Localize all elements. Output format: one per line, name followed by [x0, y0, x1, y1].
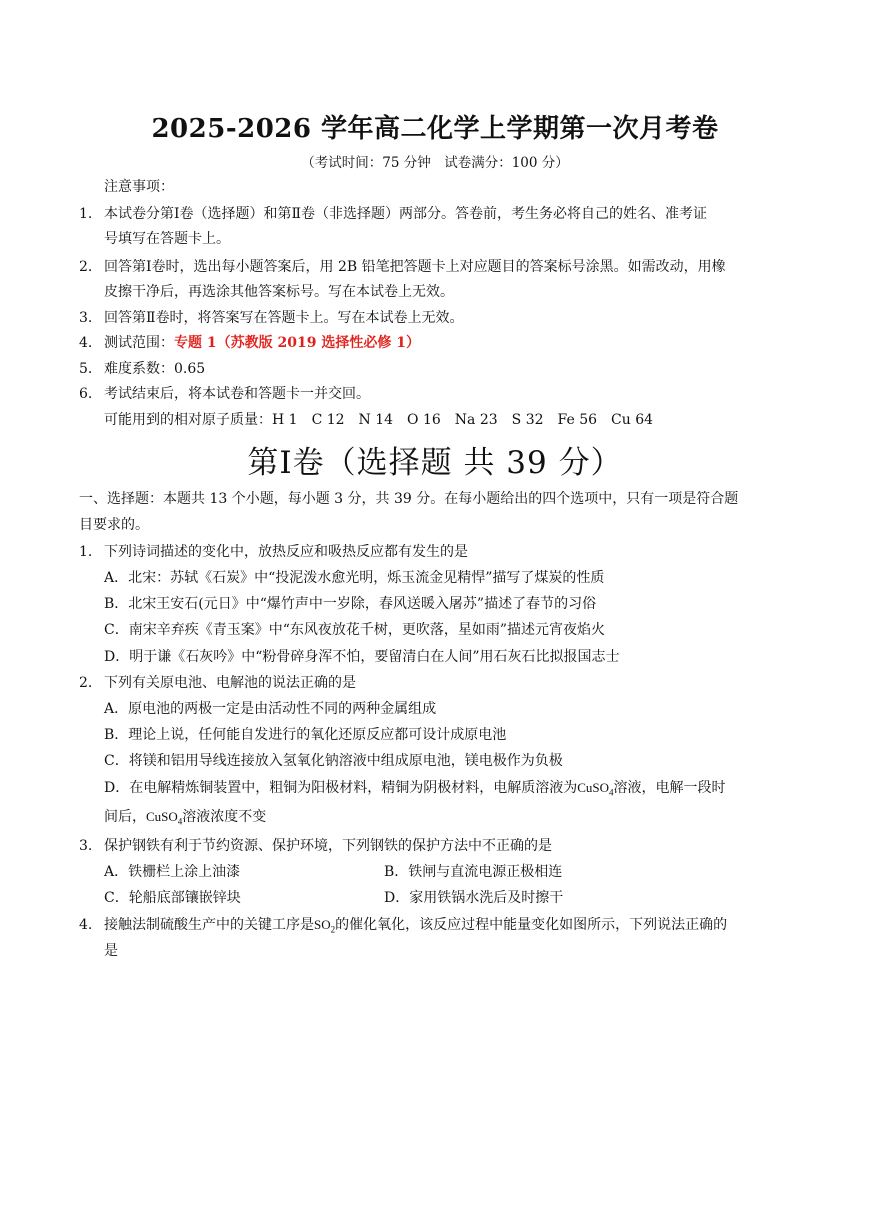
- q2-option-c: C．将镁和铝用导线连接放入氢氧化钠溶液中组成原电池，镁电极作为负极: [104, 753, 563, 769]
- q2-option-b: B．理论上说，任何能自发进行的氧化还原反应都可设计成原电池: [104, 727, 507, 743]
- q4-stem-text-1: 接触法制硫酸生产中的关键工序是: [104, 917, 314, 933]
- q3-option-c: C．轮船底部镶嵌锌块: [104, 890, 241, 906]
- q1-stem: 下列诗词描述的变化中，放热反应和吸热反应都有发生的是: [104, 544, 468, 560]
- q2-option-d-text-2: 溶液，电解一段时: [613, 780, 726, 796]
- q3-stem: 保护钢铁有利于节约资源、保护环境，下列钢铁的保护方法中不正确的是: [104, 838, 552, 854]
- q1-number: 1.: [79, 544, 93, 560]
- notice-heading: 注意事项：: [104, 179, 174, 195]
- q4-stem-line-1: [104, 916, 727, 939]
- q2-option-d-line-2: [104, 808, 266, 831]
- q4-stem-line-2: 是: [104, 943, 118, 959]
- q2-number: 2.: [79, 675, 93, 691]
- exam-subtitle: （考试时间：75 分钟 试卷满分：100 分）: [301, 155, 569, 171]
- q3-number: 3.: [79, 838, 93, 854]
- q2-option-d-text-1: D．在电解精炼铜装置中，粗铜为阳极材料，精铜为阴极材料，电解质溶液为: [104, 780, 578, 796]
- notice-5-line-1: 难度系数：0.65: [104, 361, 206, 377]
- q4-number: 4.: [79, 917, 93, 933]
- so2-main: SO: [314, 917, 331, 932]
- exam-title: 2025-2026 学年高二化学上学期第一次月考卷: [151, 114, 719, 144]
- so2-formula: [314, 917, 336, 935]
- notice-num-6: 6.: [79, 386, 93, 402]
- q1-option-b: B．北宋王安石(元日》中“爆竹声中一岁除，春风送暖入屠苏”描述了春节的习俗: [104, 596, 597, 612]
- q1-option-a: A．北宋：苏轼《石炭》中“投泥泼水愈光明，烁玉流金见精悍”描写了煤炭的性质: [104, 570, 605, 586]
- notice-num-4: 4.: [79, 335, 93, 351]
- notice-2-line-2: 皮擦干净后，再选涂其他答案标号。写在本试卷上无效。: [104, 284, 454, 300]
- q2-option-d-line-1: [104, 779, 726, 802]
- cuso4-sub: 4: [609, 787, 614, 798]
- cuso4-sub-2: 4: [177, 816, 183, 827]
- notice-1-line-2: 号填写在答题卡上。: [104, 231, 230, 247]
- cuso4-main: CuSO: [577, 780, 610, 795]
- q2-option-d-text-3: 间后，: [104, 809, 146, 825]
- notice-num-3: 3.: [79, 310, 93, 326]
- notice-4-line: [104, 334, 420, 352]
- notice-6-line-1: 考试结束后，将本试卷和答题卡一并交回。: [104, 386, 370, 402]
- cuso4-formula-2: [146, 809, 183, 827]
- q4-stem-text-2: 的催化氧化，该反应过程中能量变化如图所示，下列说法正确的: [335, 917, 728, 933]
- q3-option-a: A．铁栅栏上涂上油漆: [104, 864, 241, 880]
- q1-option-c: C．南宋辛弃疾《青玉案》中“东风夜放花千树，更吹落，星如雨”描述元宵夜焰火: [104, 622, 606, 638]
- notice-1-line-1: 本试卷分第Ⅰ卷（选择题）和第Ⅱ卷（非选择题）两部分。答卷前，考生务必将自己的姓名、准考证: [104, 206, 708, 222]
- q2-option-a: A．原电池的两极一定是由活动性不同的两种金属组成: [104, 701, 437, 717]
- cuso4-main-2: CuSO: [146, 809, 178, 824]
- q3-option-b: B．铁闸与直流电源正极相连: [384, 864, 563, 880]
- notice-3-line-1: 回答第Ⅱ卷时，将答案写在答题卡上。写在本试卷上无效。: [104, 310, 464, 326]
- q2-stem: 下列有关原电池、电解池的说法正确的是: [104, 675, 356, 691]
- notice-num-2: 2.: [79, 259, 93, 275]
- section-intro-line-1: 一、选择题：本题共 13 个小题，每小题 3 分，共 39 分。在每小题给出的四个选项中，只有一项是符合题: [79, 491, 739, 507]
- cuso4-formula: [577, 780, 614, 798]
- notice-num-5: 5.: [79, 361, 93, 377]
- so2-sub: 2: [330, 924, 336, 935]
- atomic-mass-line: 可能用到的相对原子质量：H 1 C 12 N 14 O 16 Na 23 S 32 Fe 56 Cu 64: [104, 412, 654, 428]
- test-scope-highlight: 专题 1（苏教版 2019 选择性必修 1）: [174, 335, 420, 351]
- test-scope-label: 测试范围：: [104, 335, 174, 351]
- notice-num-1: 1.: [79, 206, 93, 222]
- q2-option-d-text-4: 溶液浓度不变: [182, 809, 267, 825]
- q3-option-d: D．家用铁锅水洗后及时擦干: [384, 890, 564, 906]
- q1-option-d: D．明于谦《石灰吟》中“粉骨碎身浑不怕，要留清白在人间”用石灰石比拟报国志士: [104, 649, 620, 665]
- notice-2-line-1: 回答第Ⅰ卷时，选出每小题答案后，用 2B 铅笔把答题卡上对应题目的答案标号涂黑。如需改动，用橡: [104, 259, 726, 275]
- section-title: 第Ⅰ卷（选择题 共 39 分）: [247, 445, 623, 481]
- section-intro-line-2: 目要求的。: [79, 517, 149, 533]
